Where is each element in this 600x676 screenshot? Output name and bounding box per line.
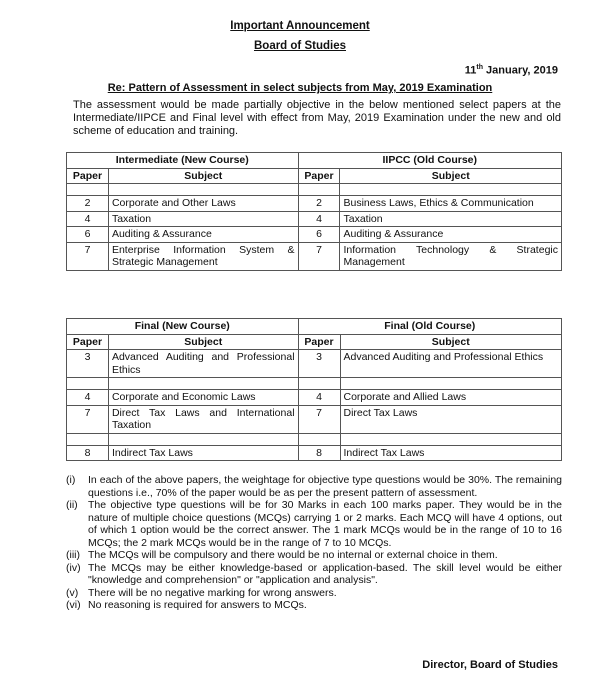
- list-item: [66, 599, 562, 612]
- note-text: The MCQs may be either knowledge-based or application-based. The skill level would be either "knowledge and comprehension" or "application and analysis".: [88, 561, 562, 586]
- subject-cell: Corporate and Allied Laws: [340, 390, 562, 406]
- paper-number: 3: [298, 350, 340, 378]
- table-row: [67, 227, 562, 243]
- paper-number: 4: [298, 211, 340, 227]
- subject-cell: Taxation: [340, 211, 562, 227]
- paper-number: 6: [67, 227, 109, 243]
- table-row: [67, 390, 562, 406]
- subject-cell: Enterprise Information System & Strategic Management: [108, 242, 298, 270]
- note-marker: (vi): [66, 599, 81, 611]
- table-row: [67, 242, 562, 270]
- paper-number: 7: [298, 242, 340, 270]
- notes-list: [66, 474, 562, 612]
- note-marker: (ii): [66, 499, 78, 511]
- intro-paragraph: The assessment would be made partially objective in the below mentioned select papers at the Intermediate/IIPCE and Final level with effect from May, 2019 Examination under the new and old scheme of education and training.: [73, 99, 561, 137]
- table1-right-group-header: IIPCC (Old Course): [298, 153, 561, 169]
- table-row: [67, 350, 562, 378]
- table2-paper-header: Paper: [298, 334, 340, 350]
- list-item: [66, 499, 562, 549]
- table1-subject-header: Subject: [340, 168, 562, 184]
- subject-cell: Information Technology & Strategic Management: [340, 242, 562, 270]
- table-row: [67, 211, 562, 227]
- subject-cell: Corporate and Economic Laws: [108, 390, 298, 406]
- paper-number: 4: [298, 390, 340, 406]
- subject-cell: Advanced Auditing and Professional Ethics: [108, 350, 298, 378]
- note-text: The objective type questions will be for 30 Marks in each 100 marks paper. They would be in the nature of multiple choice questions (MCQs) carrying 1 or 2 marks. Each MCQ will have 4 options, out of which 1 option would be the correct answer. The 1 mark MCQs would be in the range of 10 to 16 MCQs; the 2 mark MCQs would be in the range of 7 to 10 MCQs.: [88, 499, 562, 549]
- announcement-title: Important Announcement: [230, 20, 370, 32]
- intermediate-papers-table: [66, 152, 562, 271]
- note-text: The MCQs will be compulsory and there would be no internal or external choice in them.: [88, 549, 498, 561]
- note-text: No reasoning is required for answers to MCQs.: [88, 599, 307, 611]
- paper-number: 7: [67, 242, 109, 270]
- note-text: In each of the above papers, the weightage for objective type questions would be 30%. The remaining questions i.e., 70% of the paper would be as per the present pattern of assessment.: [88, 474, 562, 499]
- subject-cell: Advanced Auditing and Professional Ethics: [340, 350, 562, 378]
- table-row: [67, 405, 562, 433]
- table2-subject-header: Subject: [340, 334, 562, 350]
- subject-cell: Auditing & Assurance: [340, 227, 562, 243]
- table2-left-group-header: Final (New Course): [67, 319, 299, 335]
- signoff: Director, Board of Studies: [422, 659, 558, 671]
- paper-number: 4: [67, 390, 109, 406]
- final-papers-table: [66, 318, 562, 461]
- paper-number: 4: [67, 211, 109, 227]
- subject-cell: Direct Tax Laws: [340, 405, 562, 433]
- subject-cell: Indirect Tax Laws: [340, 445, 562, 461]
- note-text: There will be no negative marking for wrong answers.: [88, 586, 337, 599]
- table-row: [67, 196, 562, 212]
- paper-number: 7: [298, 405, 340, 433]
- list-item: [66, 587, 562, 600]
- paper-number: 2: [298, 196, 340, 212]
- paper-number: 3: [67, 350, 109, 378]
- note-marker: (v): [66, 586, 79, 599]
- paper-number: 2: [67, 196, 109, 212]
- subject-cell: Auditing & Assurance: [108, 227, 298, 243]
- subject-cell: Business Laws, Ethics & Communication: [340, 196, 562, 212]
- table2-paper-header: Paper: [67, 334, 109, 350]
- list-item: [66, 562, 562, 587]
- list-item: [66, 549, 562, 562]
- paper-number: 7: [67, 405, 109, 433]
- table-row: [67, 445, 562, 461]
- announcement-date: 11th January, 2019: [464, 64, 558, 77]
- subject-cell: Indirect Tax Laws: [108, 445, 298, 461]
- paper-number: 8: [298, 445, 340, 461]
- table2-subject-header: Subject: [108, 334, 298, 350]
- table1-left-group-header: Intermediate (New Course): [67, 153, 299, 169]
- table2-right-group-header: Final (Old Course): [298, 319, 561, 335]
- paper-number: 8: [67, 445, 109, 461]
- subject-cell: Taxation: [108, 211, 298, 227]
- note-marker: (iv): [66, 561, 81, 574]
- table1-subject-header: Subject: [108, 168, 298, 184]
- board-of-studies-heading: Board of Studies: [253, 40, 346, 52]
- note-marker: (i): [66, 474, 76, 486]
- table1-paper-header: Paper: [298, 168, 340, 184]
- table1-paper-header: Paper: [67, 168, 109, 184]
- subject-cell: Direct Tax Laws and International Taxation: [108, 405, 298, 433]
- list-item: [66, 474, 562, 499]
- paper-number: 6: [298, 227, 340, 243]
- subject-cell: Corporate and Other Laws: [108, 196, 298, 212]
- subject-line: Re: Pattern of Assessment in select subjects from May, 2019 Examination: [107, 82, 493, 94]
- note-marker: (iii): [66, 549, 80, 561]
